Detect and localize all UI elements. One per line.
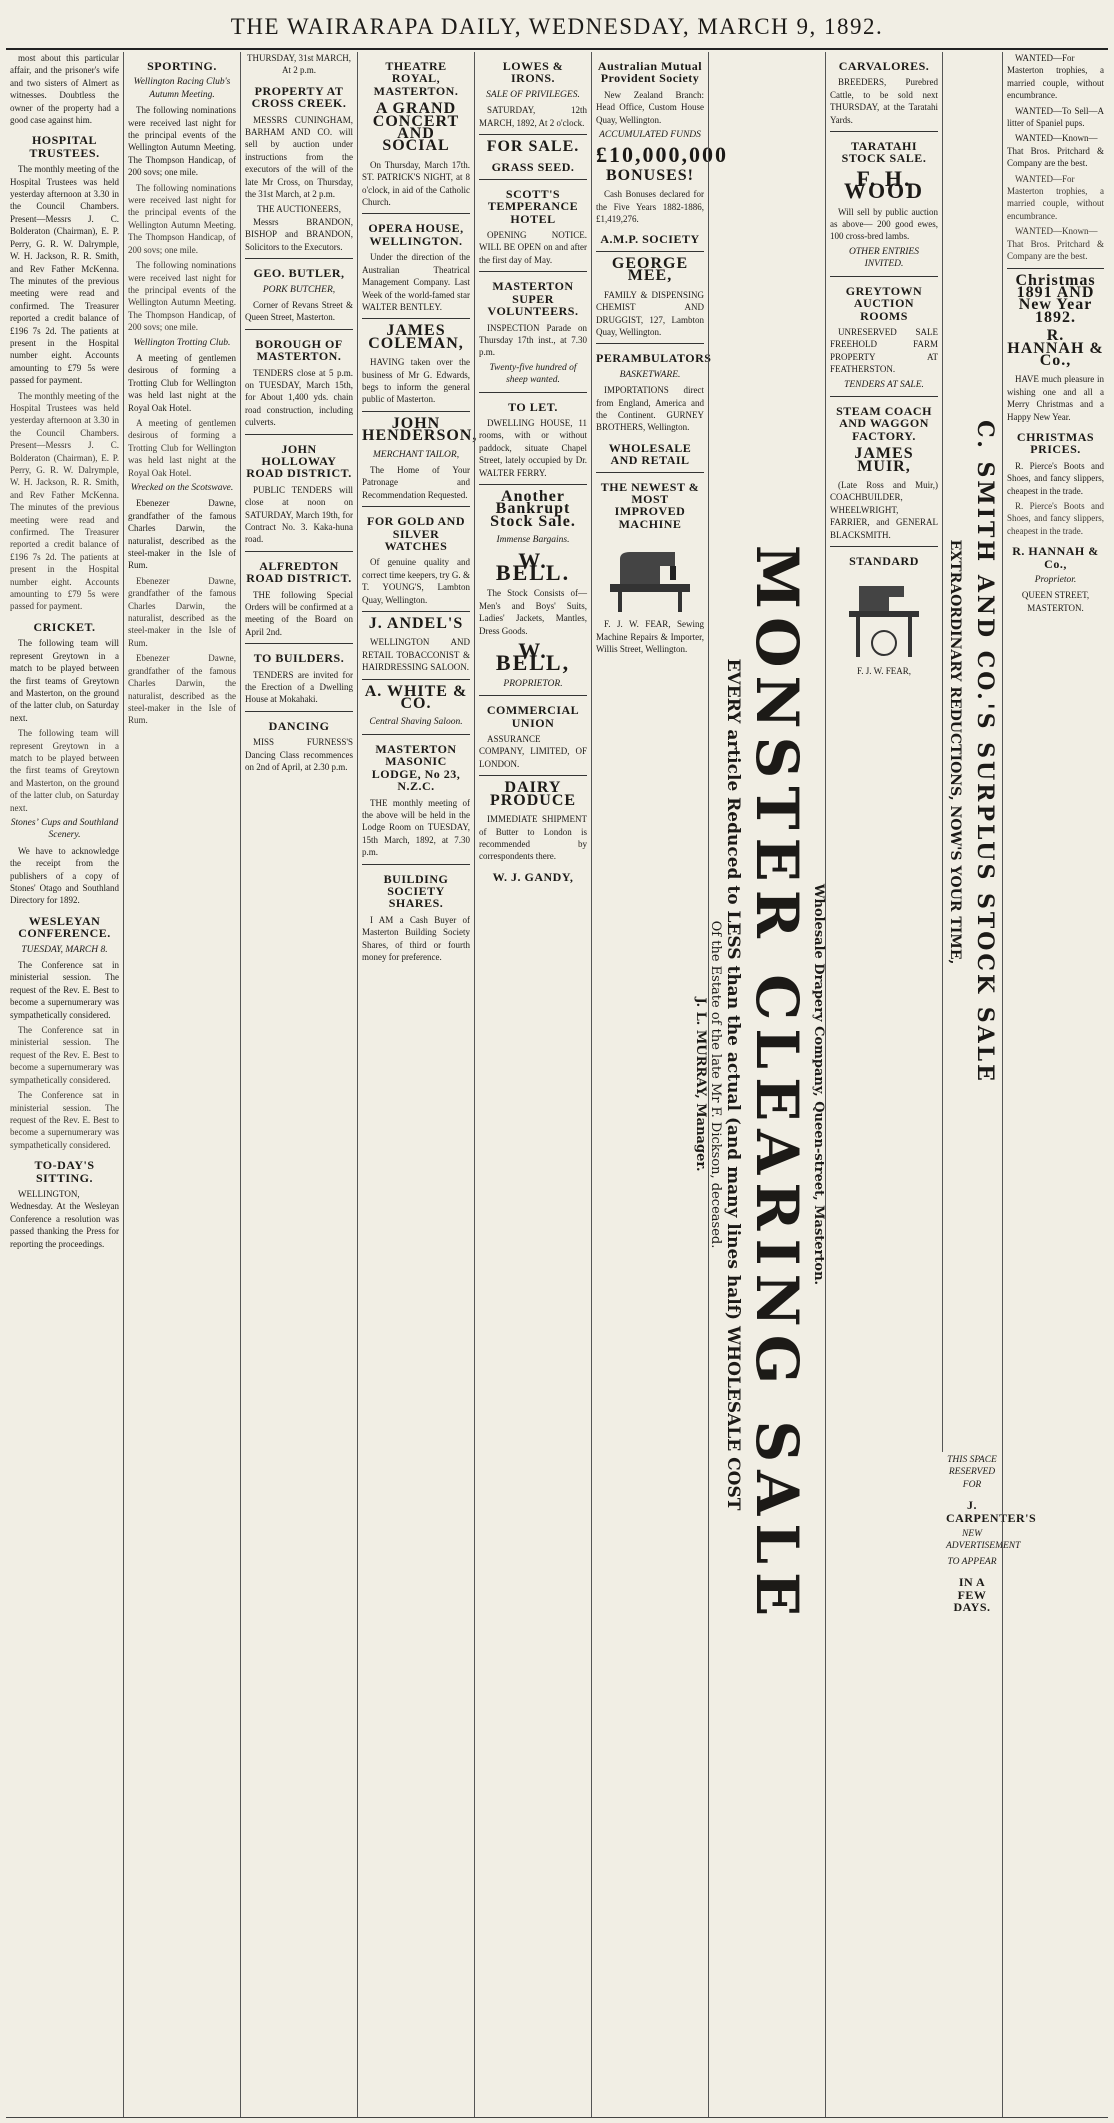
volunteers-ad: INSPECTION Parade on Thursday 17th inst., at 7.30 p.m. bbox=[479, 322, 587, 358]
commercial-ad: ASSURANCE COMPANY, LIMITED, OF LONDON. bbox=[479, 734, 587, 769]
christmas-heading: Christmas 1891 AND New Year 1892. bbox=[1015, 271, 1096, 326]
rule bbox=[596, 472, 704, 473]
column-8 bbox=[825, 52, 942, 2117]
hannah-ad: HAVE much pleasure in wishing one and all a Merry Christmas and a Happy New Year. bbox=[1007, 374, 1104, 422]
rule bbox=[596, 343, 704, 344]
rule bbox=[830, 546, 938, 547]
dairy-heading: DAIRY PRODUCE bbox=[489, 779, 577, 809]
sale-date: THURSDAY, 31st MARCH, At 2 p.m. bbox=[246, 53, 352, 76]
wood-heading: F. H. WOOD bbox=[843, 165, 925, 204]
muir-heading: JAMES MUIR, bbox=[854, 445, 914, 475]
to-let-ad: DWELLING HOUSE, 11 rooms, with or without paddock, situate Chapel Street, lately occupied by Dr. WALTER FERRY. bbox=[479, 417, 587, 478]
jandel-heading: J. ANDEL'S bbox=[368, 615, 464, 633]
clearing-sale-headline: MONSTER CLEARING SALE bbox=[743, 544, 811, 1625]
rule bbox=[245, 551, 353, 552]
hannah-heading: R. HANNAH & Co., bbox=[1007, 327, 1104, 369]
sewing-machine-image bbox=[600, 534, 700, 614]
rule bbox=[362, 506, 470, 507]
intro-paragraph: most about this particular affair, and the prisoner's wife and two sisters of Almert as witnesses. Doubtless the owner of the property had a good case against him. bbox=[10, 53, 119, 126]
smith-reductions: EXTRAORDINARY REDUCTIONS, NOW'S YOUR TIME, bbox=[947, 539, 964, 965]
bonuses-heading: BONUSES! bbox=[605, 166, 695, 184]
hannah-footer: R. HANNAH & Co., bbox=[1012, 544, 1099, 571]
rule bbox=[245, 329, 353, 330]
perambulators-heading: PERAMBULATORS bbox=[596, 351, 712, 366]
few-days: IN A FEW DAYS. bbox=[953, 1575, 991, 1615]
wanted-ad-cont-2: WANTED—Known—That Bros. Pritchard & Company are the best. bbox=[1007, 226, 1104, 262]
sheep-wanted: Twenty-five hundred of sheep wanted. bbox=[489, 362, 577, 386]
new-advertisement: NEW ADVERTISEMENT bbox=[946, 1529, 1021, 1552]
wesleyan-article-cont: The Conference sat in ministerial session. The request of the Rev. E. Best to become a supernumerary was sympathetically considered. bbox=[10, 1025, 119, 1085]
bankrupt-heading: Another Bankrupt Stock Sale. bbox=[490, 487, 576, 530]
sewing-heading: THE NEWEST & MOST IMPROVED MACHINE bbox=[600, 479, 700, 531]
trotting-heading: Wellington Trotting Club. bbox=[133, 337, 231, 348]
opera-ad: Under the direction of the Australian Theatrical Management Company. Last Week of the world-famed star WALTER BENTLEY. bbox=[362, 252, 470, 312]
rule bbox=[479, 775, 587, 776]
dancing-ad: MISS FURNESS'S Dancing Class recommences on 2nd of April, at 2.30 p.m. bbox=[245, 737, 353, 773]
opera-heading: OPERA HOUSE, WELLINGTON. bbox=[368, 221, 464, 248]
estate-line: Of the Estate of the late Mr F. Dickson, deceased. bbox=[708, 920, 723, 1249]
rule bbox=[479, 271, 587, 272]
wrecked-article-cont-2: Ebenezer Dawne, grandfather of the famous Charles Darwin, the naturalist, described as the steel-maker in the Isle of Rum. bbox=[128, 653, 236, 726]
henderson-subheading: MERCHANT TAILOR, bbox=[372, 449, 460, 460]
theatre-subheading: A GRAND CONCERT AND SOCIAL bbox=[372, 100, 460, 155]
wrecked-article-cont: Ebenezer Dawne, grandfather of the famous Charles Darwin, the naturalist, described as the steel-maker in the Isle of Rum. bbox=[128, 575, 236, 648]
carnival-article: We have to acknowledge the receipt from the publishers of a copy of Stones' Otago and Southland Directory for 1892. bbox=[10, 845, 119, 906]
masthead-rule bbox=[6, 48, 1108, 50]
sporting-heading: SPORTING. bbox=[147, 59, 217, 73]
auctioneers-ad: Messrs BRANDON, BISHOP and BRANDON, Solicitors to the Executors. bbox=[245, 216, 353, 252]
reserved-space bbox=[942, 1452, 1037, 2117]
wrecked-article: Ebenezer Dawne, grandfather of the famous Charles Darwin, the naturalist, described as the steel-maker in the Isle of Rum. bbox=[128, 498, 236, 571]
volunteers-heading: MASTERTON SUPER VOLUNTEERS. bbox=[487, 279, 579, 319]
standard-heading: STANDARD bbox=[849, 554, 919, 568]
masonic-ad: THE monthly meeting of the above will be held in the Lodge Room on TUESDAY, 15th March, 1892, at 7.30 p.m. bbox=[362, 797, 470, 858]
wesleyan-article-cont-2: The Conference sat in ministerial session. The request of the Rev. E. Best to become a supernumerary was sympathetically considered. bbox=[10, 1090, 119, 1150]
rule bbox=[479, 392, 587, 393]
carnival-heading: Stonesʼ Cups and Southland Scenery. bbox=[10, 817, 119, 841]
butler-subheading: PORK BUTCHER, bbox=[262, 284, 336, 295]
rule bbox=[479, 695, 587, 696]
accum-value: £10,000,000 bbox=[596, 142, 728, 168]
taratahi-heading: TARATAHI STOCK SALE. bbox=[841, 139, 927, 166]
perambulators-ad: IMPORTATIONS direct from England, America and the Continent. GURNEY BROTHERS, Wellington. bbox=[596, 385, 704, 433]
grass-seed-heading: GRASS SEED. bbox=[491, 160, 575, 175]
wrecked-heading: Wrecked on the Scotswave. bbox=[130, 483, 234, 493]
alfredton-heading: ALFREDTON ROAD DISTRICT. bbox=[246, 558, 352, 586]
jandel-ad: WELLINGTON AND RETAIL TOBACCONIST & HAIRDRESSING SALOON. bbox=[362, 637, 470, 673]
carvalores-heading: CARVALORES. bbox=[838, 59, 930, 73]
hospital-heading: HOSPITAL TRUSTEES. bbox=[29, 133, 100, 160]
bankrupt-subheading: Immense Bargains. bbox=[496, 535, 570, 546]
cross-creek-heading: PROPERTY AT CROSS CREEK. bbox=[251, 83, 347, 111]
amp-society-heading: A.M.P. SOCIETY bbox=[600, 232, 700, 247]
rule bbox=[830, 396, 938, 397]
to-let-heading: TO LET. bbox=[508, 399, 558, 414]
henderson-ad: The Home of Your Patronage and Recommendation Requested. bbox=[362, 464, 470, 500]
amp-ad: New Zealand Branch: Head Office, Custom House Quay, Wellington. bbox=[596, 89, 704, 125]
rule bbox=[245, 258, 353, 259]
theatre-heading: THEATRE ROYAL, MASTERTON. bbox=[373, 59, 459, 98]
hannah-proprietor: Proprietor. bbox=[1034, 575, 1077, 586]
basketware-heading: BASKETWARE. bbox=[619, 369, 681, 380]
christmas-prices-heading: CHRISTMAS PRICES. bbox=[1016, 429, 1095, 457]
scott-heading: SCOTT'S TEMPERANCE HOTEL bbox=[487, 186, 579, 226]
column-4 bbox=[357, 52, 478, 2117]
building-heading: BUILDING SOCIETY SHARES. bbox=[383, 871, 449, 911]
column-7-clearing-sale bbox=[693, 52, 826, 2117]
column-5 bbox=[474, 52, 591, 2117]
lowes-subheading: SALE OF PRIVILEGES. bbox=[486, 89, 580, 100]
holloway-heading: JOHN HOLLOWAY ROAD DISTRICT. bbox=[246, 441, 352, 481]
butler-heading: GEO. BUTLER, bbox=[253, 266, 345, 281]
bell-proprietor: PROPRIETOR. bbox=[503, 678, 563, 689]
dancing-heading: DANCING bbox=[268, 718, 330, 733]
cross-creek-ad: MESSRS CUNINGHAM, BARHAM AND CO. will sell by auction under instructions from the executors of the will of the late Mr Cross, on Thursday, the 31st March, at 2 p.m. bbox=[245, 114, 353, 200]
rule bbox=[479, 134, 587, 135]
amp-heading: Australian Mutual Provident Society bbox=[597, 59, 703, 86]
cricket-article: The following team will represent Greytown in a match to be played between the first teams of Greytown and Masterton, on the ground of the latter club, on Saturday next. bbox=[10, 638, 119, 723]
wanted-ad-3: WANTED—Known—That Bros. Pritchard & Company are the best. bbox=[1007, 133, 1104, 169]
commercial-heading: COMMERCIAL UNION bbox=[486, 703, 580, 730]
reserved-label: THIS SPACE RESERVED FOR bbox=[947, 1455, 997, 1490]
carpenter-name: J. CARPENTER'S bbox=[946, 1498, 1037, 1525]
mee-ad: FAMILY & DISPENSING CHEMIST AND DRUGGIST, 127, Lambton Quay, Wellington. bbox=[596, 289, 704, 337]
greytown-heading: GREYTOWN AUCTION ROOMS bbox=[845, 283, 923, 323]
rule bbox=[830, 131, 938, 132]
drapery-company-line: Wholesale Drapery Company, Queen-street, Masterton. bbox=[811, 883, 826, 1286]
trotting-article-cont: A meeting of gentlemen desirous of forming a Trotting Club for Wellington was held last night at the Royal Oak Hotel. bbox=[128, 417, 236, 478]
alfredton-ad: THE following Special Orders will be confirmed at a meeting of the Board on April 2nd. bbox=[245, 589, 353, 637]
masonic-heading: MASTERTON MASONIC LODGE, No 23, N.Z.C. bbox=[371, 741, 461, 794]
christmas-prices-cont: R. Pierce's Boots and Shoes, and fancy slippers, cheapest in the trade. bbox=[1007, 501, 1104, 536]
accum-label: ACCUMULATED FUNDS bbox=[599, 130, 701, 141]
wood-ad: Will sell by public auction as above— 200 good ewes, 100 cross-bred lambs. bbox=[830, 206, 938, 242]
butler-ad: Corner of Revans Street & Queen Street, Masterton. bbox=[245, 299, 353, 323]
bell-ad: The Stock Consists of— Men's and Boys' Suits, Ladies' Jackets, Mantles, Dress Goods. bbox=[479, 588, 587, 636]
lowes-heading: LOWES & IRONS. bbox=[502, 59, 564, 86]
wanted-ad-1: WANTED—For Masterton trophies, a married couple, without encumbrance. bbox=[1007, 53, 1104, 101]
sporting-article: The following nominations were received last night for the principal events of the Wellington Autumn Meeting. The Thompson Handicap, of 200 sovs; one mile. bbox=[128, 105, 236, 178]
wholesale-retail: WHOLESALE AND RETAIL bbox=[608, 440, 692, 468]
holloway-ad: PUBLIC TENDERS will close at noon on SATURDAY, March 19th, for Contract No. 3. Kaka-huna road. bbox=[245, 484, 353, 545]
column-3 bbox=[240, 52, 357, 2117]
to-appear: TO APPEAR bbox=[947, 1556, 997, 1567]
builders-heading: TO BUILDERS. bbox=[253, 651, 345, 666]
wesleyan-article: The Conference sat in ministerial session. The request of the Rev. E. Best to become a supernumerary was sympathetically considered. bbox=[10, 960, 119, 1020]
henderson-heading: JOHN HENDERSON, bbox=[362, 414, 478, 445]
coleman-ad: HAVING taken over the business of Mr G. Edwards, begs to inform the general public of Masterton. bbox=[362, 357, 470, 405]
rule bbox=[362, 734, 470, 735]
gandy-heading: W. J. GANDY, bbox=[492, 869, 574, 884]
carvalores-ad: BREEDERS, Purebred Cattle, to be sold next THURSDAY, at the Taratahi Yards. bbox=[830, 77, 938, 125]
rule bbox=[479, 179, 587, 180]
white-heading: A. WHITE & CO. bbox=[364, 682, 468, 713]
hannah-address: QUEEN STREET, MASTERTON. bbox=[1021, 590, 1090, 613]
rule bbox=[362, 213, 470, 214]
rule bbox=[362, 611, 470, 612]
scott-ad: OPENING NOTICE. WILL BE OPEN on and after the first day of May. bbox=[479, 230, 587, 265]
bonuses-ad: Cash Bonuses declared for the Five Years 1882-1886, £1,419,276. bbox=[596, 189, 704, 225]
rule bbox=[830, 276, 938, 277]
sporting-subheading: Wellington Racing Club's Autumn Meeting. bbox=[133, 77, 231, 100]
white-subheading: Central Shaving Saloon. bbox=[369, 717, 463, 728]
borough-ad: TENDERS close at 5 p.m. on TUESDAY, March 15th, for About 1,400 yds. chain road construction, including culverts. bbox=[245, 367, 353, 428]
for-sale-heading: FOR SALE. bbox=[486, 138, 580, 156]
trotting-article: A meeting of gentlemen desirous of forming a Trotting Club for Wellington was held last night at the Royal Oak Hotel. bbox=[128, 352, 236, 413]
masthead bbox=[0, 0, 1114, 54]
coleman-heading: JAMES COLEMAN, bbox=[368, 322, 464, 352]
wanted-ad-2: WANTED—To Sell—A litter of Spaniel pups. bbox=[1007, 105, 1104, 129]
steam-factory-heading: STEAM COACH AND WAGGON FACTORY. bbox=[836, 403, 932, 443]
rule bbox=[362, 318, 470, 319]
rule bbox=[245, 711, 353, 712]
reduced-line: EVERY article Reduced to LESS than the actual (and many lines half) WHOLESALE COST bbox=[723, 658, 743, 1511]
hospital-article: The monthly meeting of the Hospital Trustees was held yesterday afternoon at 3.30 in the Council Chambers. Present—Messrs J. C. Bolderaton (Chairman), E. P. Perry, G. R. W. Dalrymple, W. H. Jackson, R. R. Smith, and Rev Father McKenna. The minutes of the previous meeting were read and confirmed. The Treasurer reported a credit balance of £196 7s 2d. The patients at present in the Hospital number eight. Accounts amounting to £79 5s were passed for payment. bbox=[10, 164, 119, 386]
greytown-ad: UNRESERVED SALE FREEHOLD FARM PROPERTY AT FEATHERSTON. bbox=[830, 326, 938, 375]
cricket-heading: CRICKET. bbox=[33, 619, 96, 634]
rule bbox=[245, 643, 353, 644]
muir-ad: (Late Ross and Muir,) COACHBUILDER, WHEELWRIGHT, FARRIER, and GENERAL BLACKSMITH. bbox=[830, 479, 938, 540]
fear-name: F. J. W. FEAR, bbox=[856, 666, 912, 677]
footer-rule bbox=[6, 2117, 1108, 2118]
mee-heading: GEORGE MEE, bbox=[611, 254, 689, 285]
column-10 bbox=[1002, 52, 1108, 2117]
watches-heading: FOR GOLD AND SILVER WATCHES bbox=[366, 514, 465, 553]
column-2 bbox=[123, 52, 240, 2117]
rule bbox=[1007, 268, 1104, 269]
rule bbox=[362, 864, 470, 865]
newspaper-title: THE WAIRARAPA DAILY, WEDNESDAY, MARCH 9, 1892. bbox=[230, 14, 884, 39]
sporting-article-cont: The following nominations were received last night for the principal events of the Wellington Autumn Meeting. The Thompson Handicap, of 200 sovs; one mile. bbox=[128, 182, 236, 255]
sitting-article: WELLINGTON, Wednesday. At the Wesleyan Conference a resolution was passed thanking the Press for reporting the proceedings. bbox=[10, 1188, 119, 1249]
rule bbox=[479, 484, 587, 485]
wanted-ad-cont: WANTED—For Masterton trophies, a married couple, without encumbrance. bbox=[1007, 173, 1104, 221]
builders-ad: TENDERS are invited for the Erection of a Dwelling House at Mokahaki. bbox=[245, 669, 353, 705]
wesleyan-date: TUESDAY, MARCH 8. bbox=[21, 944, 108, 955]
wesleyan-heading: WESLEYAN CONFERENCE. bbox=[18, 913, 111, 941]
column-1 bbox=[6, 52, 123, 2117]
sitting-heading: TO-DAY'S SITTING. bbox=[34, 1158, 95, 1185]
sewing-ad: F. J. W. FEAR, Sewing Machine Repairs & Importer, Willis Street, Wellington. bbox=[596, 619, 704, 654]
smith-headline: C. SMITH AND CO.'S SURPLUS STOCK SALE bbox=[972, 420, 999, 1084]
hospital-article-cont: The monthly meeting of the Hospital Trustees was held yesterday afternoon at 3.30 in the Council Chambers. Present—Messrs J. C. Bolderaton (Chairman), E. P. Perry, G. R. W. Dalrymple, W. H. Jackson, R. R. Smith, and Rev Father McKenna. The minutes of the previous meeting were read and confirmed. The Treasurer reported a credit balance of £196 7s 2d. The patients at present in the Hospital number eight. Accounts amounting to £79 5s were passed for payment. bbox=[10, 390, 119, 612]
auctioneers-label: THE AUCTIONEERS, bbox=[257, 204, 341, 215]
lowes-ad: SATURDAY, 12th MARCH, 1892, At 2 o'clock. bbox=[479, 105, 587, 128]
borough-heading: BOROUGH OF MASTERTON. bbox=[255, 336, 343, 364]
rule bbox=[362, 411, 470, 412]
machine-image bbox=[834, 571, 934, 661]
sporting-article-cont-2: The following nominations were received last night for the principal events of the Wellington Autumn Meeting. The Thompson Handicap, of 200 sovs; one mile. bbox=[128, 260, 236, 333]
building-ad: I AM a Cash Buyer of Masterton Building Society Shares, of third or fourth money for preference. bbox=[362, 914, 470, 962]
rule bbox=[596, 251, 704, 252]
christmas-prices-ad: R. Pierce's Boots and Shoes, and fancy slippers, cheapest in the trade. bbox=[1007, 460, 1104, 496]
bell-heading: W. BELL. bbox=[495, 547, 571, 585]
cricket-article-cont: The following team will represent Greytown in a match to be played between the first teams of Greytown and Masterton, on the ground of the latter club, on Saturday next. bbox=[10, 728, 119, 813]
theatre-ad: On Thursday, March 17th. ST. PATRICK'S NIGHT, at 8 o'clock, in aid of the Catholic Church. bbox=[362, 159, 470, 208]
dairy-ad: IMMEDIATE SHIPMENT of Butter to London is recommended by correspondents there. bbox=[479, 814, 587, 862]
other-entries: OTHER ENTRIES INVITED. bbox=[849, 246, 919, 270]
rule bbox=[245, 434, 353, 435]
watches-ad: Of genuine quality and correct time keepers, try G. & T. YOUNG'S, Lambton Quay, Wellington. bbox=[362, 557, 470, 605]
tenders-at-sale: TENDERS AT SALE. bbox=[844, 379, 924, 390]
manager-line: J. L. MURRAY, Manager. bbox=[693, 997, 708, 1172]
rule bbox=[362, 679, 470, 680]
column-9-smith-sale bbox=[942, 52, 1003, 1452]
bell-footer: W. BELL, bbox=[495, 638, 571, 676]
